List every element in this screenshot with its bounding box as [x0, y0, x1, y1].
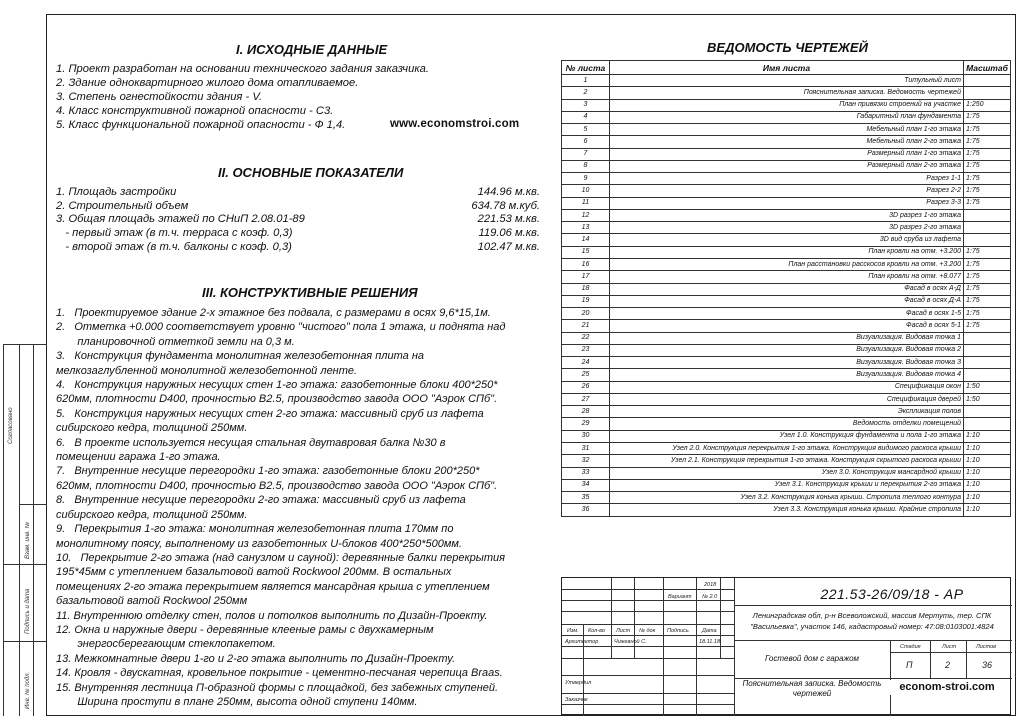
drawing-scale: 1:75 — [963, 271, 1010, 283]
section3-line: планировочной отметкой земли на 0,3 м. — [56, 335, 295, 348]
stage-label: Стадия — [900, 644, 921, 650]
drawing-sheet-no: 30 — [562, 430, 610, 442]
col-header-sheet-name: Имя листа — [609, 61, 963, 75]
drawing-scale: 1:75 — [963, 246, 1010, 258]
drawing-scale — [963, 357, 1010, 369]
drawing-scale — [963, 369, 1010, 381]
drawing-row — [562, 467, 1011, 479]
drawing-sheet-name: Мебельный план 2-го этажа — [609, 136, 963, 148]
drawing-scale: 1:250 — [963, 99, 1010, 111]
section1-line: 3. Степень огнестойкости здания - V. — [56, 91, 263, 103]
section3-line: 195*45мм с утеплением базальтовой ватой Rockwool 200мм. В остальных — [56, 566, 452, 579]
section3-line: 8. Внутренние несущие перегородки 2-го этажа: массивный сруб из лафета — [56, 494, 466, 507]
section3-line: 620мм, плотности D400, прочностью B2.5, производство завода ООО "Аэрок СПб". — [56, 479, 498, 492]
section3-line: мелкозаглубленной монолитной железобетонной ленте. — [56, 364, 358, 377]
year-value: 2018 — [704, 582, 717, 588]
indicator-value: 221.53 м.кв. — [477, 213, 540, 225]
section3-line: 11. Внутреннюю отделку стен, полов и потолков выполнить по Дизайн-Проекту. — [56, 609, 488, 622]
drawing-sheet-no: 1 — [562, 75, 610, 87]
drawing-row — [562, 418, 1011, 430]
drawing-sheet-no: 33 — [562, 467, 610, 479]
drawing-sheet-name: Фасад в осях А-Д — [609, 283, 963, 295]
drawing-scale — [963, 222, 1010, 234]
side-stamp-strip — [3, 344, 47, 716]
drawing-row — [562, 87, 1011, 99]
section3-line: 5. Конструкция наружных несущих стен 2-го этажа: массивный сруб из лафета — [56, 407, 484, 420]
drawing-row — [562, 332, 1011, 344]
section1-line: 2. Здание одноквартирного жилого дома отапливаемое. — [56, 77, 359, 89]
drawing-sheet-name: Фасад в осях Д-А — [609, 295, 963, 307]
drawing-sheet-no: 24 — [562, 357, 610, 369]
col-doc-no: № док — [639, 628, 656, 634]
side-label-inv-original: Инв. № подл. — [25, 671, 31, 709]
sheet-value: 2 — [945, 660, 951, 670]
drawing-row — [562, 111, 1011, 123]
drawing-sheet-name: Фасад в осях 1-5 — [609, 308, 963, 320]
col-date: Дата — [702, 628, 717, 634]
drawing-sheet-no: 26 — [562, 381, 610, 393]
drawing-sheet-no: 17 — [562, 271, 610, 283]
col-header-sheet-no: № листа — [562, 61, 610, 75]
drawing-scale: 1:75 — [963, 173, 1010, 185]
drawing-row — [562, 148, 1011, 160]
section3-line: 3. Конструкция фундамента монолитная железобетонная плита на — [56, 350, 425, 363]
drawings-header-row — [562, 61, 1011, 75]
drawing-sheet-name: Разрез 3-3 — [609, 197, 963, 209]
drawing-sheet-name: 3D вид сруба из лафета — [609, 234, 963, 246]
drawing-sheet-name: План привязки строений на участке — [609, 99, 963, 111]
drawing-row — [562, 185, 1011, 197]
drawing-sheet-name: Узел 3.3. Конструкция конька крыши. Крайние стропила — [609, 504, 963, 516]
drawing-scale: 1:75 — [963, 283, 1010, 295]
building-name: Гостевой дом с гаражом — [764, 654, 860, 663]
section3-line: 4. Конструкция наружных несущих стен 1-го этажа: газобетонные блоки 400*250* — [56, 379, 498, 392]
drawing-scale: 1:10 — [963, 479, 1010, 491]
drawing-sheet-name: Узел 1.0. Конструкция фундамента и пола 1-го этажа — [609, 430, 963, 442]
drawing-scale: 1:75 — [963, 136, 1010, 148]
drawing-row — [562, 308, 1011, 320]
col-sheet: Лист — [616, 628, 631, 634]
variant-number: № 2.0 — [702, 594, 718, 600]
drawing-sheet-no: 22 — [562, 332, 610, 344]
drawing-sheet-name: Узел 2.1. Конструкция перекрытия 1-го этажа. Конструкция скрытого раскоса крыши — [609, 455, 963, 467]
indicator-label: - второй этаж (в т.ч. балконы с коэф. 0,3) — [56, 241, 292, 253]
drawing-scale: 1:10 — [963, 455, 1010, 467]
drawing-sheet-no: 2 — [562, 87, 610, 99]
drawing-sheet-name: Спецификация окон — [609, 381, 963, 393]
stage-value: П — [906, 660, 913, 670]
drawing-scale: 1:75 — [963, 124, 1010, 136]
sheets-label: Листов — [976, 644, 997, 650]
drawing-scale: 1:75 — [963, 111, 1010, 123]
drawing-sheet-name: Размерный план 2-го этажа — [609, 160, 963, 172]
indicator-label: - первый этаж (в т.ч. терраса с коэф. 0,3) — [56, 227, 293, 239]
drawing-sheet-name: Визуализация. Видовая точка 1 — [609, 332, 963, 344]
indicator-value: 144.96 м.кв. — [477, 186, 540, 198]
section3-line: 6. В проекте используется несущая стальная двутавровая балка №30 в — [56, 436, 446, 449]
drawing-sheet-name: План кровли на отм. +8.077 — [609, 271, 963, 283]
drawing-sheet-name: Визуализация. Видовая точка 4 — [609, 369, 963, 381]
website-link[interactable]: www.economstroi.com — [390, 118, 520, 130]
drawing-row — [562, 222, 1011, 234]
drawing-scale: 1:75 — [963, 148, 1010, 160]
drawing-sheet-name: Разрез 2-2 — [609, 185, 963, 197]
drawing-sheet-no: 13 — [562, 222, 610, 234]
section3-line: 13. Межкомнатные двери 1-го и 2-го этажа выполнить по Дизайн-Проекту. — [56, 652, 456, 665]
indicator-value: 119.06 м.кв. — [478, 227, 540, 239]
drawing-scale: 1:10 — [963, 442, 1010, 454]
indicator-label: 3. Общая площадь этажей по СНиП 2.08.01-89 — [56, 213, 305, 225]
col-signature: Подпись — [667, 628, 689, 634]
drawing-sheet-name: Визуализация. Видовая точка 2 — [609, 344, 963, 356]
section3-line: базальтовой ватой Rockwool 250мм — [56, 595, 248, 608]
architect-name: Чижевной С. — [614, 639, 647, 645]
drawing-row — [562, 320, 1011, 332]
section3-line: 12. Окна и наружные двери - деревянные клееные рамы с двухкамерным — [56, 623, 434, 636]
drawing-row — [562, 295, 1011, 307]
drawing-sheet-no: 12 — [562, 209, 610, 221]
drawing-sheet-name: Фасад в осях 5-1 — [609, 320, 963, 332]
drawing-scale — [963, 209, 1010, 221]
drawing-sheet-no: 36 — [562, 504, 610, 516]
drawing-sheet-no: 21 — [562, 320, 610, 332]
drawing-scale: 1:10 — [963, 467, 1010, 479]
indicator-label: 1. Площадь застройки — [56, 186, 177, 198]
indicator-value: 634.78 м.куб. — [471, 200, 540, 212]
drawing-sheet-no: 4 — [562, 111, 610, 123]
role-customer: Заказчик — [565, 697, 588, 703]
drawings-table — [561, 60, 1011, 517]
drawing-sheet-no: 31 — [562, 442, 610, 454]
section3-line: помещении гаража 1-го этажа. — [56, 451, 221, 464]
drawing-sheet-name: Мебельный план 1-го этажа — [609, 124, 963, 136]
drawing-scale: 1:75 — [963, 308, 1010, 320]
drawing-sheet-no: 32 — [562, 455, 610, 467]
drawing-row — [562, 430, 1011, 442]
drawing-scale — [963, 234, 1010, 246]
drawing-scale — [963, 406, 1010, 418]
drawing-scale: 1:50 — [963, 393, 1010, 405]
drawing-row — [562, 393, 1011, 405]
section3-line: 7. Внутренние несущие перегородки 1-го этажа: газобетонные блоки 200*250* — [56, 465, 480, 478]
drawing-sheet-no: 7 — [562, 148, 610, 160]
drawing-sheet-no: 35 — [562, 492, 610, 504]
drawing-sheet-no: 11 — [562, 197, 610, 209]
drawing-sheet-no: 18 — [562, 283, 610, 295]
col-count: Кол-во — [588, 628, 605, 634]
drawing-row — [562, 504, 1011, 516]
section1-title: I. ИСХОДНЫЕ ДАННЫЕ — [236, 42, 388, 57]
drawing-row — [562, 246, 1011, 258]
section3-body — [56, 306, 556, 709]
drawing-scale: 1:10 — [963, 430, 1010, 442]
section3-line: сибирского кедра, толщиной 250мм. — [56, 508, 248, 521]
side-label-replaced-inv: Взам. инв. № — [25, 521, 31, 559]
drawing-sheet-no: 25 — [562, 369, 610, 381]
drawing-sheet-name: Узел 3.2. Конструкция конька крыши. Стропила теплого контура — [609, 492, 963, 504]
drawing-sheet-no: 16 — [562, 258, 610, 270]
drawing-sheet-no: 15 — [562, 246, 610, 258]
drawing-row — [562, 209, 1011, 221]
drawing-sheet-name: Спецификация дверей — [609, 393, 963, 405]
drawing-row — [562, 271, 1011, 283]
col-header-scale: Масштаб — [963, 61, 1010, 75]
drawing-row — [562, 344, 1011, 356]
drawing-sheet-name: Визуализация. Видовая точка 3 — [609, 357, 963, 369]
drawing-scale: 1:75 — [963, 160, 1010, 172]
section3-line: 15. Внутренняя лестница П-образной формы с площадкой, без забежных ступеней. — [56, 681, 499, 694]
drawing-scale: 1:10 — [963, 504, 1010, 516]
project-address: Ленинградская обл, р-н Всеволожский, массив Мертуть, тер. СПК "Васильевка", участок 146, кадастровый номер: 47:08:0103001:4824 — [750, 611, 994, 631]
drawing-sheet-no: 28 — [562, 406, 610, 418]
drawing-row — [562, 479, 1011, 491]
indicator-value: 102.47 м.кв. — [477, 241, 540, 253]
section3-line: сибирского кедра, толщиной 250мм. — [56, 422, 248, 435]
col-change: Изм. — [567, 628, 579, 634]
section3-line: Ширина проступи в плане 250мм, высота одной ступени 140мм. — [56, 695, 418, 708]
section3-line: 620мм, плотности D400, прочностью B2.5, производство завода ООО "Аэрок СПб". — [56, 393, 498, 406]
drawings-title: ВЕДОМОСТЬ ЧЕРТЕЖЕЙ — [707, 40, 868, 55]
drawing-sheet-no: 8 — [562, 160, 610, 172]
drawing-sheet-no: 9 — [562, 173, 610, 185]
section2-title: II. ОСНОВНЫЕ ПОКАЗАТЕЛИ — [218, 165, 404, 180]
drawing-sheet-name: Разрез 1-1 — [609, 173, 963, 185]
drawing-row — [562, 124, 1011, 136]
section3-line: монолитному поясу, выполненому из газобетонных U-блоков 400*250*500мм. — [56, 537, 462, 550]
section3-line: 10. Перекрытие 2-го этажа (над санузлом и сауной): деревянные балки перекрытия — [56, 551, 506, 564]
sheets-value: 36 — [982, 660, 993, 670]
drawing-sheet-name: Экспликация полов — [609, 406, 963, 418]
drawing-row — [562, 258, 1011, 270]
drawing-sheet-no: 23 — [562, 344, 610, 356]
drawing-sheet-no: 34 — [562, 479, 610, 491]
drawing-sheet-no: 20 — [562, 308, 610, 320]
indicator-label: 2. Строительный объем — [56, 200, 189, 212]
drawing-row — [562, 197, 1011, 209]
drawing-scale — [963, 332, 1010, 344]
section1-line: 5. Класс функциональной пожарной опасности - Ф 1,4. — [56, 119, 346, 131]
drawing-sheet-name: Узел 3.0. Конструкция мансардной крыши — [609, 467, 963, 479]
drawing-row — [562, 234, 1011, 246]
drawing-scale: 1:75 — [963, 258, 1010, 270]
drawing-scale: 1:75 — [963, 295, 1010, 307]
drawing-scale: 1:75 — [963, 197, 1010, 209]
drawing-sheet-no: 27 — [562, 393, 610, 405]
drawing-row — [562, 455, 1011, 467]
drawing-row — [562, 369, 1011, 381]
drawing-sheet-name: 3D разрез 2-го этажа — [609, 222, 963, 234]
drawing-row — [562, 442, 1011, 454]
section3-line: 2. Отметка +0.000 соответствует уровню "чистого" пола 1 этажа, и поднята над — [56, 321, 506, 334]
drawing-row — [562, 406, 1011, 418]
section3-line: 14. Кровля - двускатная, кровельное покрытие - цементно-песчаная черепица Braas. — [56, 667, 503, 680]
drawing-sheet-no: 10 — [562, 185, 610, 197]
drawing-row — [562, 75, 1011, 87]
drawing-scale — [963, 75, 1010, 87]
drawing-row — [562, 136, 1011, 148]
drawing-sheet-name: Титульный лист — [609, 75, 963, 87]
watermark: econom-stroi.com — [888, 680, 1006, 695]
drawing-sheet-name: Пояснительная записка. Ведомость чертежей — [609, 87, 963, 99]
drawing-row — [562, 357, 1011, 369]
drawing-sheet-name: 3D разрез 1-го этажа — [609, 209, 963, 221]
side-label-agreed: Согласовано — [8, 407, 14, 444]
drawing-row — [562, 283, 1011, 295]
drawing-scale: 1:75 — [963, 185, 1010, 197]
sheet-name: Пояснительная записка. Ведомость чертежей — [742, 679, 882, 698]
drawing-sheet-name: Габаритный план фундамента — [609, 111, 963, 123]
drawing-sheet-no: 19 — [562, 295, 610, 307]
drawing-sheet-no: 14 — [562, 234, 610, 246]
section3-line: энергосберегающим стеклопакетом. — [56, 638, 276, 651]
sheet-label: Лист — [942, 644, 957, 650]
drawing-scale: 1:10 — [963, 492, 1010, 504]
drawing-scale — [963, 418, 1010, 430]
drawing-scale: 1:50 — [963, 381, 1010, 393]
section3-line: 9. Перекрытия 1-го этажа: монолитная железобетонная плита 170мм по — [56, 523, 454, 536]
drawing-sheet-name: План кровли на отм. +3.200 — [609, 246, 963, 258]
drawing-sheet-name: Узел 3.1. Конструкция крыши и перекрытия 2-го этажа — [609, 479, 963, 491]
drawing-sheet-no: 5 — [562, 124, 610, 136]
drawing-row — [562, 173, 1011, 185]
architect-date: 18.11.18 — [699, 639, 721, 645]
drawing-scale: 1:75 — [963, 320, 1010, 332]
variant-label: Вариант — [668, 594, 692, 600]
drawing-row — [562, 492, 1011, 504]
section1-line: 4. Класс конструктивной пожарной опасности - С3. — [56, 105, 334, 117]
section3-title: III. КОНСТРУКТИВНЫЕ РЕШЕНИЯ — [202, 285, 418, 300]
role-architect: Архитектор — [565, 639, 599, 645]
section3-line: помещениях 2-го этажа перекрытием является мансардная крыша с утеплением — [56, 580, 490, 593]
section1-line: 1. Проект разработан на основании технического задания заказчика. — [56, 63, 429, 75]
side-label-sign-date: Подпись и дата — [25, 588, 31, 634]
drawing-code: 221.53-26/09/18 - АР — [820, 586, 964, 602]
section3-line: 1. Проектируемое здание 2-х этажное без подвала, с размерами в осях 9,6*15,1м. — [56, 307, 491, 319]
drawing-sheet-name: Ведомость отделки помещений — [609, 418, 963, 430]
role-approved: Утвердил — [565, 680, 592, 686]
drawing-row — [562, 99, 1011, 111]
drawing-sheet-no: 29 — [562, 418, 610, 430]
drawing-sheet-name: Узел 2.0. Конструкция перекрытия 1-го этажа. Конструкция видимого раскоса крыши — [609, 442, 963, 454]
drawing-row — [562, 381, 1011, 393]
drawing-sheet-name: Размерный план 1-го этажа — [609, 148, 963, 160]
drawing-scale — [963, 344, 1010, 356]
drawing-row — [562, 160, 1011, 172]
drawing-sheet-no: 6 — [562, 136, 610, 148]
drawing-scale — [963, 87, 1010, 99]
drawing-sheet-name: План расстановки расскосов кровли на отм. +3.200 — [609, 258, 963, 270]
drawing-sheet-no: 3 — [562, 99, 610, 111]
